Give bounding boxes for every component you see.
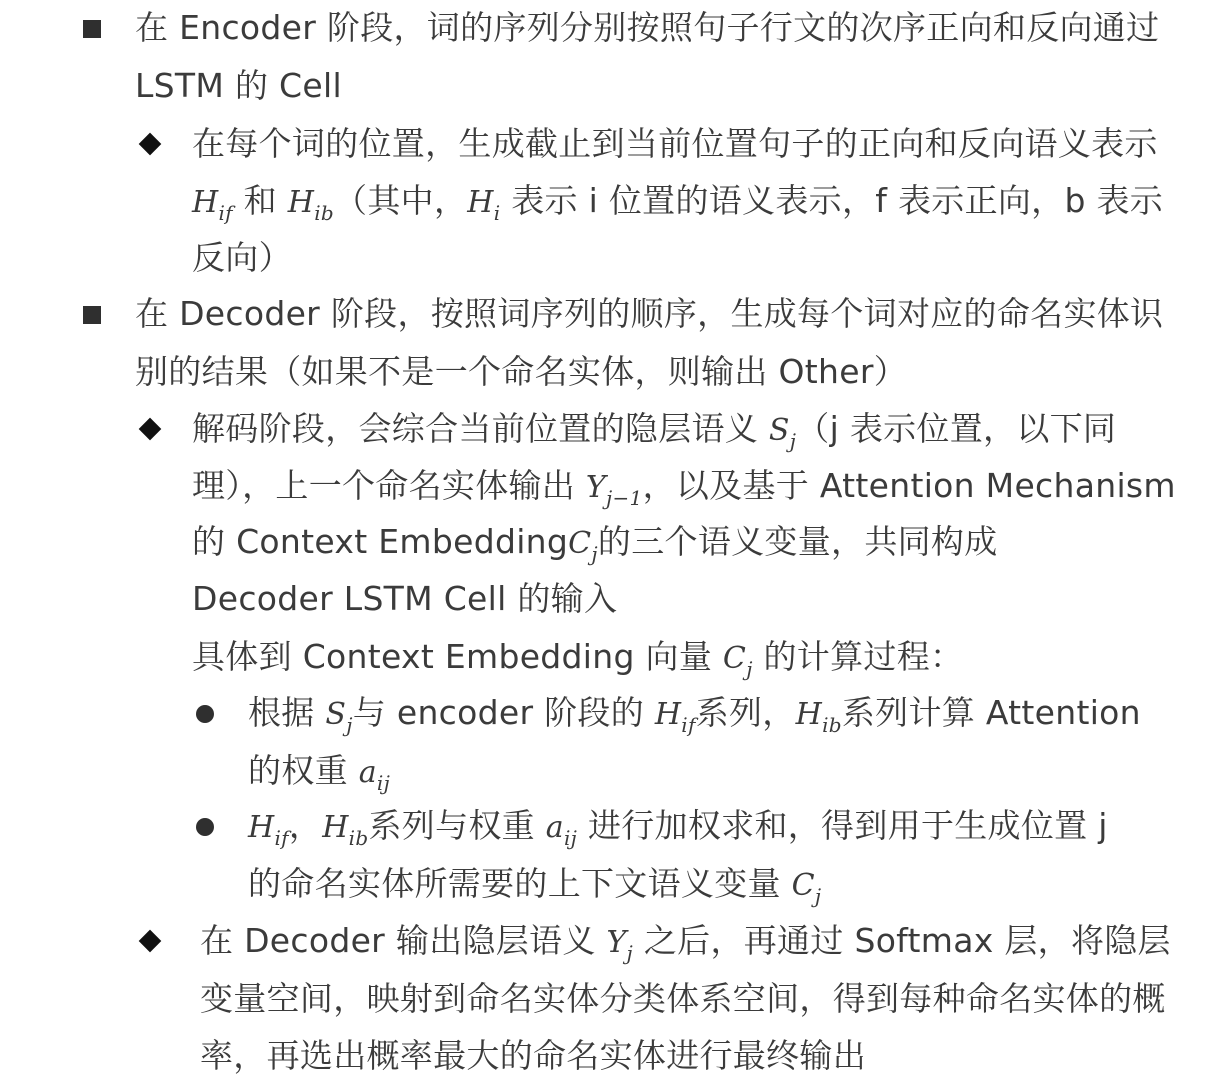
decoder-sub1-text-3b: 的三个语义变量，共同构成 (597, 522, 998, 561)
math-Y-j-1: $Y_{j-1}$ (585, 470, 643, 510)
decoder-sub2-text-2: 变量空间，映射到命名实体分类体系空间，得到每种命名实体的概 (200, 979, 1166, 1018)
point1-text-1a: 根据 (248, 693, 326, 732)
point1-line-2 (248, 751, 390, 793)
math-H-if: $H_{if}$ (192, 185, 233, 225)
decoder-heading-text: 在 Decoder 阶段，按照词序列的顺序，生成每个词对应的命名实体识 (135, 294, 1164, 333)
point2-text-1a: 系列与权重 (368, 806, 546, 845)
point1-text-2: 的权重 (248, 751, 359, 790)
and-text: 和 (232, 181, 288, 220)
decoder-heading-text-2: 别的结果（如果不是一个命名实体，则输出 Other） (135, 352, 907, 391)
encoder-heading-line-2 (135, 66, 342, 106)
encoder-sub-text-3: 反向） (192, 238, 292, 277)
math-C-j: $C_j$ (722, 641, 753, 681)
math-H-ib: $H_{ib}$ (322, 810, 369, 850)
encoder-sub-text-2b: 表示 i 位置的语义表示，f 表示正向，b 表示 (500, 181, 1164, 220)
math-Y-j: $Y_j$ (606, 925, 634, 965)
decoder-heading-line-1 (135, 294, 1163, 334)
decoder-sub1-text-2a: 理），上一个命名实体输出 (192, 466, 586, 505)
encoder-sub-line-2 (192, 181, 1163, 223)
point1-line-1 (248, 693, 1141, 735)
circle-bullet-icon (196, 705, 214, 723)
math-S-j: $S_j$ (768, 413, 797, 453)
decoder-sub1-text-5b: 的计算过程： (752, 637, 964, 676)
square-bullet-icon (83, 306, 101, 324)
decoder-sub2-line-3 (200, 1036, 866, 1076)
math-a-ij: $a_{ij}$ (545, 810, 578, 850)
decoder-sub1-line-2 (192, 466, 1176, 508)
decoder-sub2-text-3: 率，再选出概率最大的命名实体进行最终输出 (200, 1036, 866, 1075)
decoder-sub1-line-3 (192, 522, 998, 564)
decoder-heading-line-2 (135, 352, 907, 392)
point2-sep: ， (288, 806, 323, 845)
math-a-ij: $a_{ij}$ (358, 755, 391, 795)
decoder-sub2-line-2 (200, 979, 1166, 1019)
square-bullet-icon (83, 20, 101, 38)
decoder-sub1-line-5 (192, 637, 963, 679)
decoder-sub1-text-5a: 具体到 Context Embedding 向量 (192, 637, 723, 676)
diamond-bullet-icon (139, 133, 162, 156)
diamond-bullet-icon (139, 418, 162, 441)
point2-text-2: 的命名实体所需要的上下文语义变量 (248, 864, 792, 903)
math-H-i: $H_i$ (467, 185, 501, 225)
decoder-sub1-text-1b: （j 表示位置，以下同 (796, 409, 1117, 448)
encoder-heading-text-2: LSTM 的 Cell (135, 66, 342, 105)
encoder-heading-text: 在 Encoder 阶段，词的序列分别按照句子行文的次序正向和反向通过 (135, 8, 1160, 47)
math-S-j: $S_j$ (325, 697, 353, 737)
point1-text-1b: 与 encoder 阶段的 (352, 693, 655, 732)
decoder-sub1-line-4 (192, 579, 617, 619)
decoder-sub2-line-1 (200, 921, 1171, 963)
circle-bullet-icon (196, 818, 214, 836)
encoder-sub-line-1 (192, 124, 1158, 164)
math-H-ib: $H_{ib}$ (795, 697, 842, 737)
decoder-sub1-text-3a: 的 Context Embedding (192, 522, 569, 561)
decoder-sub1-text-4: Decoder LSTM Cell 的输入 (192, 579, 618, 618)
diamond-bullet-icon (139, 930, 162, 953)
decoder-sub1-text-1a: 解码阶段，会综合当前位置的隐层语义 (192, 409, 769, 448)
math-H-if: $H_{if}$ (654, 697, 696, 737)
math-C-j: $C_j$ (568, 526, 598, 566)
encoder-sub-text-2a: （其中， (334, 181, 468, 220)
point2-line-1 (248, 806, 1108, 848)
decoder-sub1-line-1 (192, 409, 1116, 451)
math-H-ib: $H_{ib}$ (287, 185, 335, 225)
decoder-sub2-text-1b: 之后，再通过 Softmax 层，将隐层 (633, 921, 1171, 960)
point1-text-1c: 系列， (695, 693, 796, 732)
point1-text-1d: 系列计算 Attention (841, 693, 1141, 732)
point2-line-2 (248, 864, 821, 906)
math-C-j: $C_j$ (791, 868, 822, 908)
encoder-heading-line-1 (135, 8, 1159, 48)
point2-text-1b: 进行加权求和，得到用于生成位置 j (577, 806, 1108, 845)
decoder-sub2-text-1a: 在 Decoder 输出隐层语义 (200, 921, 607, 960)
encoder-sub-text-1: 在每个词的位置，生成截止到当前位置句子的正向和反向语义表示 (192, 124, 1158, 163)
decoder-sub1-text-2b: ，以及基于 Attention Mechanism (642, 466, 1176, 505)
math-H-if: $H_{if}$ (248, 810, 289, 850)
encoder-sub-line-3 (192, 238, 292, 278)
